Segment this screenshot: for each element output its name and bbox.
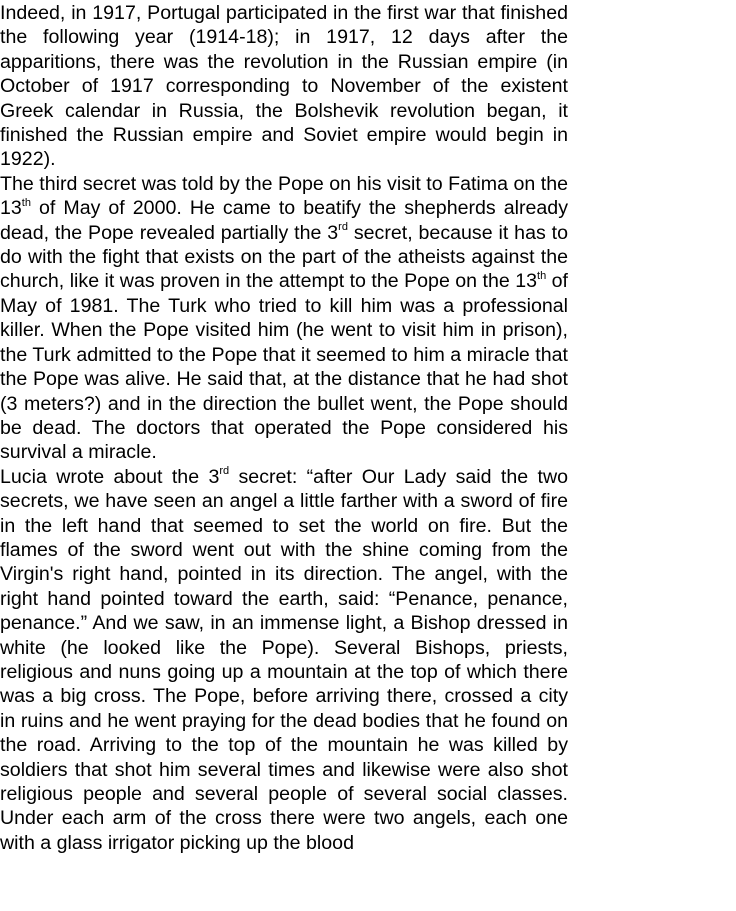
paragraph-text: Indeed, in 1917, Portugal participated in the first war that finished the following year (1914-18); in 1917, 12 days after the apparitions, there was the revolution in the Russian empire (in October of 1917 corresponding to November of the existent Greek calendar in Russia, the Bolshevik revolution began, it finished the Russian empire and Soviet empire would begin in 1922). [0,2,568,171]
paragraph-text: of May of 2000. He came to beatify the shepherds already dead, the Pope revealed partially the 3 [0,197,568,244]
paragraph-lucia-account [0,465,568,856]
ordinal-suffix: th [21,196,31,209]
paragraph-third-secret [0,172,568,465]
paragraph-text: The third secret was told by the Pope on his visit to Fatima on the 13 [0,172,568,220]
paragraph-text: of May of 1981. The Turk who tried to kill him was a professional killer. When the Pope visited him (he went to visit him in prison), the Turk admitted to the Pope that it seemed to him a miracle that the Pope was alive. He said that, at the distance that he had shot (3 meters?) and in the direction the bullet went, the Pope should be dead. The doctors that operated the Pope considered his survival a miracle. [0,270,568,464]
paragraph-text: secret, because it has to do with the fight that exists on the part of the atheists against the church, like it was proven in the attempt to the Pope on the 13 [0,221,568,293]
paragraph-text: secret: “after Our Lady said the two secrets, we have seen an angel a little farther with a sword of fire in the left hand that seemed to set the world on fire. But the flames of the sword went out with the shine coming from the Virgin's right hand, pointed in its direction. The angel, with the right hand pointed toward the earth, said: “Penance, penance, penance.” And we saw, in an immense light, a Bishop dressed in white (he looked like the Pope). Several Bishops, priests, religious and nuns going up a mountain at the top of which there was a big cross. The Pope, before arriving there, crossed a city in ruins and he went praying for the dead bodies that he found on the road. Arriving to the top of the mountain he was killed by soldiers that shot him several times and likewise were also shot religious people and several people of several social classes. Under each arm of the cross there were two angels, each one with a glass irrigator picking up the blood [0,465,568,854]
paragraph-text: Lucia wrote about the 3 [0,465,220,488]
ordinal-suffix: th [537,269,547,282]
ordinal-suffix: rd [338,221,348,234]
ordinal-suffix: rd [219,465,230,478]
paragraph-war-revolution [0,1,568,172]
